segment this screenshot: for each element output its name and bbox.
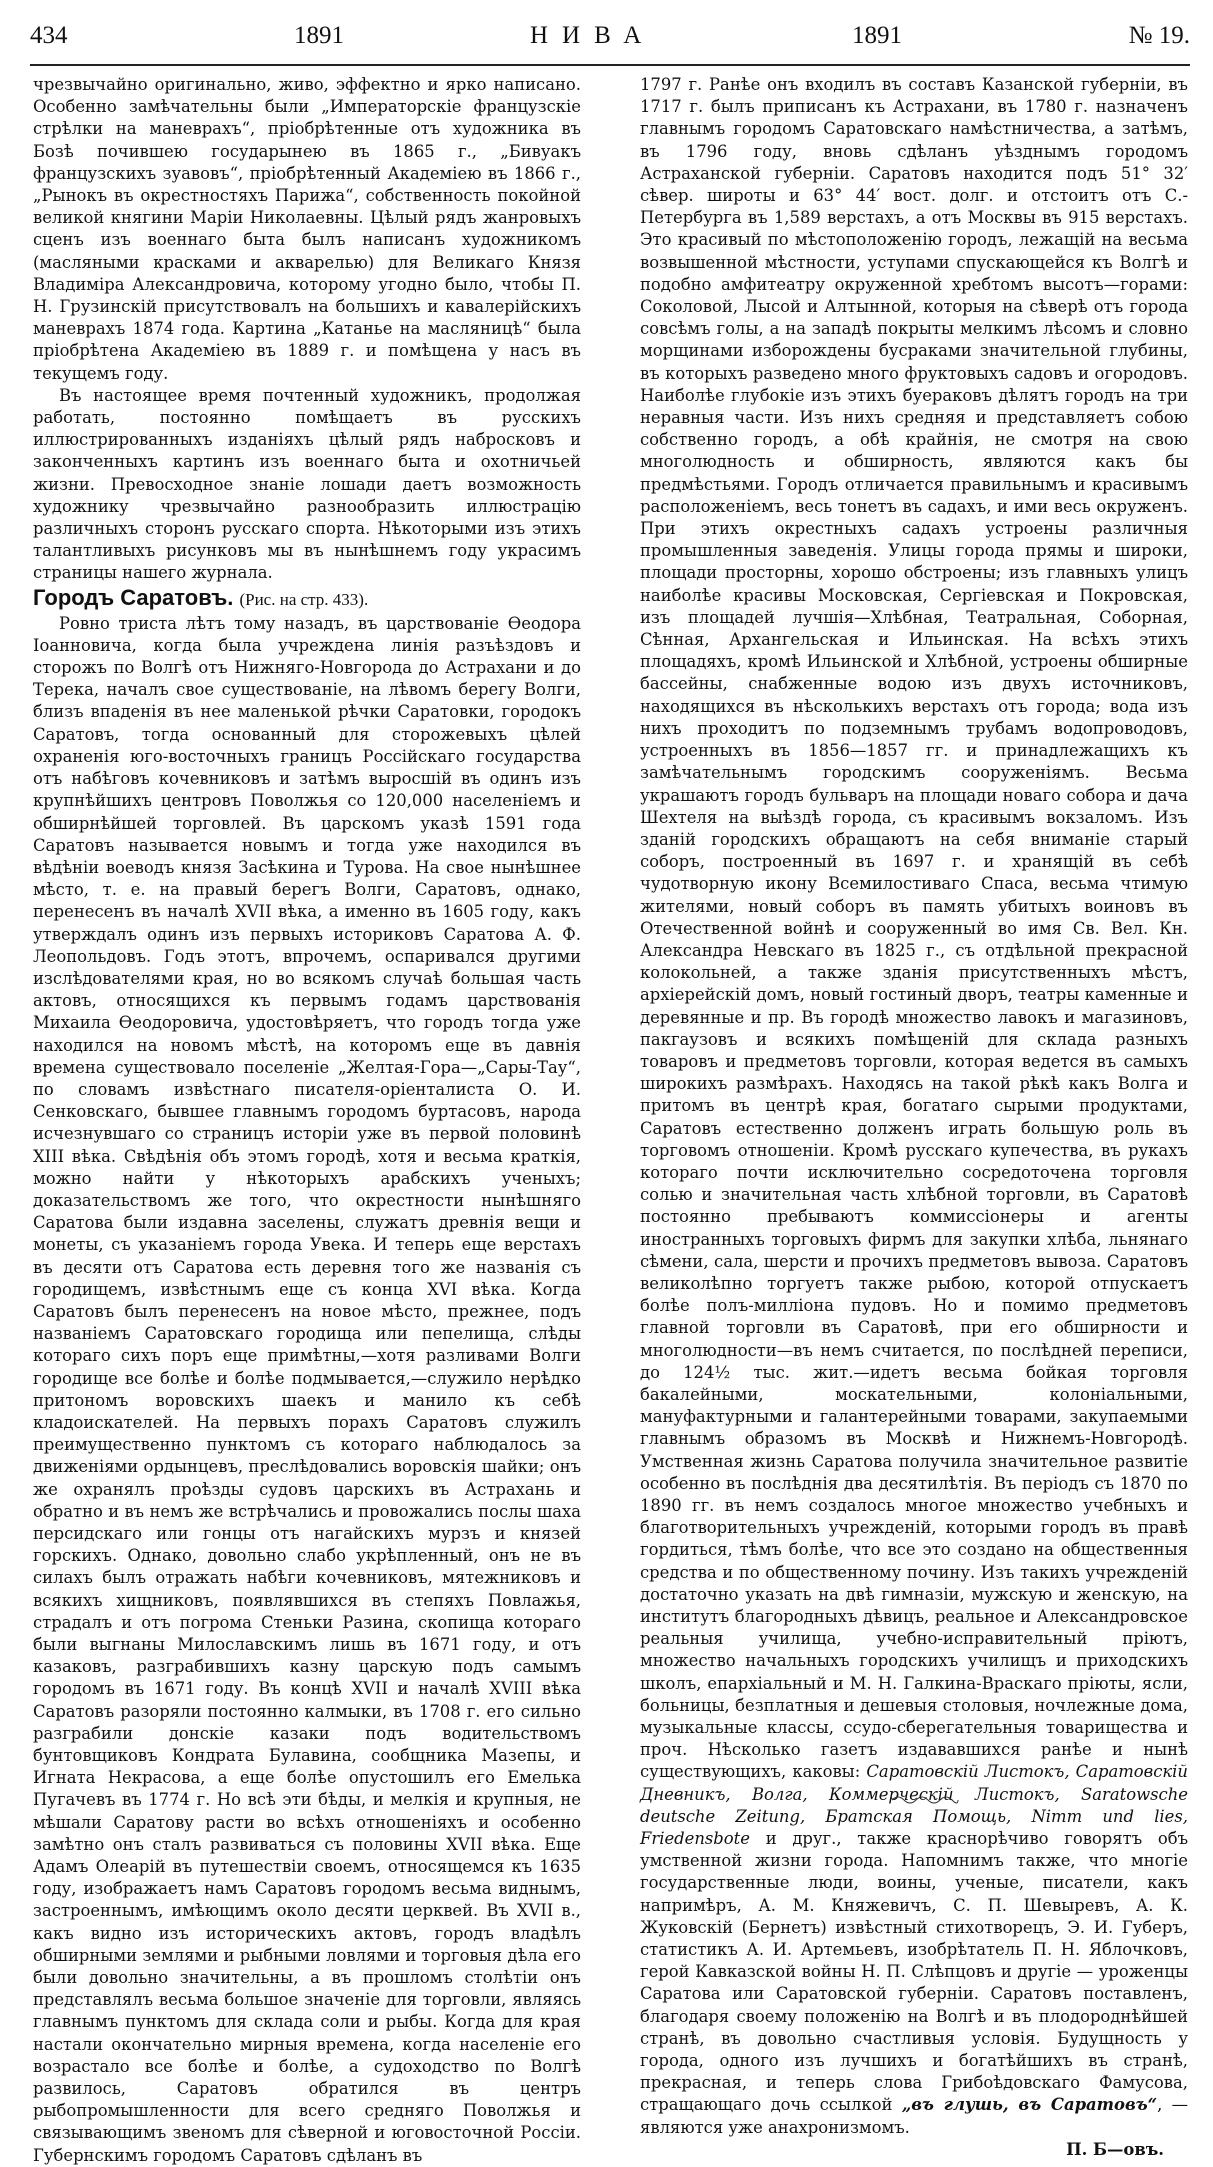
left-column [33, 74, 581, 2165]
paragraph-continued: и друг., также краснорѣчиво говорятъ объ умственной жизни города. Напомнимъ также, что многіе государственные люди, воины, ученые, писатели, какъ напримѣръ, А. М. Княжевичъ, С. П. Шевыревъ, А. К. Жуковскій (Бернетъ) извѣстный стихотворецъ, Э. И. Губеръ, статистикъ А. И. Артемьевъ, изобрѣтатель П. Н. Яблочковъ, герой Кавказской войны Н. П. Слѣпцовъ и другіе — уроженцы Саратова или Саратовской губерніи. Саратовъ поставленъ, благодаря своему положенію на Волгѣ и въ плодороднѣйшей странѣ, въ довольно счастливыя условія. Будущность у города, одного изъ лучшихъ и богатѣйшихъ въ странѣ, прекрасная, и теперь слова Грибоѣдовскаго Фамусова, стращающаго дочь ссылкой [640, 1829, 1188, 2115]
paragraph: чрезвычайно оригинально, живо, эффектно и ярко написано. Особенно замѣчательны были „Императорскіе французскіе стрѣлки на маневрахъ“, пріобрѣтенные отъ художника въ Бозѣ почившею государынею въ 1865 г., „Бивуакъ французскихъ зуавовъ“, пріобрѣтенный Академіею въ 1866 г., „Рынокъ въ окрестностяхъ Парижа“, собственность покойной великой княгини Маріи Николаевны. Цѣлый рядъ жанровыхъ сценъ изъ военнаго быта былъ написанъ художникомъ (масляными красками и акварелью) для Великаго Князя Владиміра Александровича, которому угодно было, чтобы П. Н. Грузинскій присутствовалъ на большихъ и кавалерійскихъ маневрахъ 1874 года. Картина „Катанье на масляницѣ“ была пріобрѣтена Академіею въ 1889 г. и помѣщена у насъ въ текущемъ году. [33, 75, 581, 383]
newspaper-page [30, 14, 1190, 2165]
article-title [33, 585, 581, 613]
author-signature: П. Б—овъ. [1066, 2139, 1164, 2159]
page-header [30, 22, 1190, 62]
ornament-divider [890, 1794, 960, 1806]
article-picture-ref: (Рис. на стр. 433). [239, 589, 369, 609]
header-year-left: 1891 [294, 22, 344, 49]
paragraph-end: , — являются уже анахронизмомъ. [640, 2095, 1188, 2137]
journal-title: НИВА [530, 22, 656, 49]
newspaper-names: Саратовскій Листокъ, Саратовскій Дневникъ, Волга, Коммерческій Листокъ, Saratowsche deutsche Zeitung, Братская Помощь, Nimm und lies, Friedensbote [640, 1762, 1188, 1849]
right-column [640, 74, 1188, 2159]
paragraph: Въ настоящее время почтенный художникъ, продолжая работать, постоянно помѣщаетъ въ русскихъ иллюстрированныхъ изданіяхъ цѣлый рядъ набросковъ и законченныхъ картинъ изъ военнаго быта и охотничьей жизни. Превосходное знаніе лошади даетъ возможность художнику чрезвычайно разнообразить иллюстрацію различныхъ сторонъ русскаго спорта. Нѣкоторыми изъ этихъ талантливыхъ рисунковъ мы въ нынѣшнемъ году украсимъ страницы нашего журнала. [33, 385, 581, 583]
issue-number: № 19. [1128, 22, 1190, 49]
header-rule [30, 64, 1190, 66]
page-number: 434 [30, 22, 68, 49]
griboedov-quote: „въ глушь, въ Саратовъ“ [901, 2095, 1158, 2115]
header-year-right: 1891 [852, 22, 902, 49]
paragraph: 1797 г. Ранѣе онъ входилъ въ составъ Казанской губерніи, въ 1717 г. былъ приписанъ къ Астрахани, въ 1780 г. назначенъ главнымъ городомъ Саратовскаго намѣстничества, а затѣмъ, въ 1796 году, вновь сдѣланъ уѣзднымъ городомъ Астраханской губерніи. Саратовъ находится подъ 51° 32′ сѣвер. широты и 63° 44′ вост. долг. и отстоитъ отъ С.-Петербурга въ 1,589 верстахъ, а отъ Москвы въ 915 верстахъ. Это красивый по мѣстоположенію городъ, лежащій на весьма возвышенной мѣстности, уступами спускающейся къ Волгѣ и подобно амфитеатру окруженной хребтомъ высотъ—горами: Соколовой, Лысой и Алтынной, которыя на сѣверѣ отъ города совсѣмъ голы, а на западѣ покрыты мелкимъ лѣсомъ и словно морщинами изборождены бусраками значительной глубины, въ которыхъ разведено много фруктовыхъ садовъ и огородовъ. Наиболѣе глубокіе изъ этихъ буераковъ дѣлятъ городъ на три неравныя части. Изъ нихъ средняя и представляетъ собою собственно городъ, а обѣ крайнія, не смотря на свою многолюдность и обширность, являются какъ бы предмѣстьями. Городъ отличается правильнымъ и красивымъ расположеніемъ, весь тонетъ въ садахъ, и ими весь окруженъ. При этихъ окрестныхъ садахъ устроены различныя промышленныя заведенія. Улицы города прямы и широки, площади просторны, хорошо обстроены; изъ главныхъ улицъ наиболѣе красивы Московская, Сергіевская и Покровская, изъ площадей лучшія—Хлѣбная, Театральная, Соборная, Сѣнная, Архангельская и Ильинская. На всѣхъ этихъ площадяхъ, кромѣ Ильинской и Хлѣбной, устроены обширные бассейны, снабженные водою изъ двухъ источниковъ, находящихся въ нѣсколькихъ верстахъ отъ города; вода изъ нихъ проходитъ по подземнымъ трубамъ водопроводовъ, устроенныхъ въ 1856—1857 гг. и принадлежащихъ къ замѣчательнымъ городскимъ сооруженіямъ. Весьма украшаютъ городъ бульваръ на площади новаго собора и дача Шехтеля на выѣздѣ города, съ красивымъ вокзаломъ. Изъ зданій городскихъ обращаютъ на себя вниманіе старый соборъ, построенный въ 1697 г. и хранящій въ себѣ чудотворную икону Всемилостиваго Спаса, весьма чтимую жителями, новый соборъ въ память убитыхъ воиновъ въ Отечественной войнѣ и сооруженный во имя Св. Вел. Кн. Александра Невскаго въ 1825 г., съ отдѣльной прекрасной колокольней, а также зданія присутственныхъ мѣстъ, архіерейскій домъ, новый гостиный дворъ, театры каменные и деревянные и пр. Въ городѣ множество лавокъ и магазиновъ, пакгаузовъ и всякихъ помѣщеній для склада разныхъ товаровъ и предметовъ торговли, которая ведется въ самыхъ широкихъ размѣрахъ. Находясь на такой рѣкѣ какъ Волга и притомъ въ центрѣ края, богатаго сырыми продуктами, Саратовъ естественно долженъ играть большую роль въ торговомъ отношеніи. Кромѣ русскаго купечества, въ рукахъ котораго почти исключительно сосредоточена торговля солью и значительная часть хлѣбной торговли, въ Саратовѣ постоянно пребываютъ коммиссіонеры и агенты иностранныхъ торговыхъ фирмъ для закупки хлѣба, льнянаго сѣмени, сала, шерсти и прочихъ предметовъ вывоза. Саратовъ великолѣпно торгуетъ также рыбою, которой отпускаетъ болѣе полъ-милліона пудовъ. Но и помимо предметовъ главной торговли въ Саратовѣ, при его обширности и многолюдности—въ немъ считается, по послѣдней переписи, до 124½ тыс. жит.—идетъ весьма бойкая торговля бакалейными, москательными, колоніальными, мануфактурными и галантерейными товарами, закупаемыми главнымъ образомъ въ Москвѣ и Нижнемъ-Новгородѣ. Умственная жизнь Саратова получила значительное развитіе особенно въ послѣднія два десятилѣтія. Въ періодъ съ 1870 по 1890 гг. въ немъ создалось многое множество учебныхъ и благотворительныхъ учрежденій, которыми городъ въ правѣ гордиться, тѣмъ болѣе, что все это создано на общественныя средства и по общественному почину. Изъ такихъ учрежденій достаточно указать на двѣ гимназіи, мужскую и женскую, на институтъ благородныхъ дѣвицъ, реальное и Александровское реальныя училища, учебно-исправительный пріютъ, множество начальныхъ городскихъ училищъ и приходскихъ школъ, епархіальный и М. Н. Галкина-Враскаго пріюты, ясли, больницы, безплатныя и дешевыя столовыя, ночлежные дома, музыкальные классы, ссудо-сберегательныя товарищества и проч. Нѣсколько газетъ издававшихся ранѣе и нынѣ существующихъ, каковы: [640, 75, 1188, 1782]
article-title-text: Городъ Саратовъ. [33, 584, 234, 610]
paragraph: Ровно триста лѣтъ тому назадъ, въ царствованіе Өеодора Іоанновича, когда была учреждена линія разъѣздовъ и сторожъ по Волгѣ отъ Нижняго-Новгорода до Астрахани и до Терека, началъ свое существованіе, на лѣвомъ берегу Волги, близъ впаденія въ нее маленькой рѣчки Саратовки, городокъ Саратовъ, тогда основанный для сторожевыхъ цѣлей охраненія юго-восточныхъ границъ Россійскаго государства отъ набѣговъ кочевниковъ и затѣмъ выросшій въ одинъ изъ крупнѣйшихъ центровъ Поволжья со 120,000 населеніемъ и обширнѣйшей торговлей. Въ царскомъ указѣ 1591 года Саратовъ называется новымъ и тогда уже находился въ вѣдѣніи воеводъ князя Засѣкина и Турова. На свое нынѣшнее мѣсто, т. е. на правый берегъ Волги, Саратовъ, однако, перенесенъ въ началѣ XVII вѣка, а именно въ 1605 году, какъ утверждалъ одинъ изъ первыхъ историковъ Саратова А. Ф. Леопольдовъ. Годъ этотъ, впрочемъ, оспаривался другими изслѣдователями края, но во всякомъ случаѣ большая часть актовъ, относящихся къ первымъ годамъ царствованія Михаила Өеодоровича, удостовѣряетъ, что городъ тогда уже находился на новомъ мѣстѣ, на которомъ еще въ давнія времена существовало поселеніе „Желтая-Гора—„Сары-Тау“, по словамъ извѣстнаго писателя-оріенталиста О. И. Сенковскаго, бывшее главнымъ городомъ буртасовъ, народа исчезнувшаго со страницъ исторіи уже въ первой половинѣ XIII вѣка. Свѣдѣнія объ этомъ городѣ, хотя и весьма краткія, можно найти у нѣкоторыхъ арабскихъ ученыхъ; доказательствомъ же того, что окрестности нынѣшняго Саратова были издавна заселены, служатъ древнія вещи и монеты, съ указаніемъ города Увека. И теперь еще верстахъ въ десяти отъ Саратова есть деревня того же названія съ городищемъ, извѣстнымъ еще съ конца XVI вѣка. Когда Саратовъ былъ перенесенъ на новое мѣсто, прежнее, подъ названіемъ Саратовскаго городища или пепелища, слѣды котораго сихъ поръ еще примѣтны,—хотя разливами Волги городище все болѣе и болѣе подмывается,—служило нерѣдко притономъ воровскихъ шаекъ и манило къ себѣ кладоискателей. На первыхъ порахъ Саратовъ служилъ преимущественно пунктомъ съ котораго наблюдалось за движеніями ордынцевъ, преслѣдовались воровскія шайки; онъ же охранялъ проѣзды судовъ царскихъ въ Астрахань и обратно и въ немъ же встрѣчались и провожались послы шаха персидскаго или гонцы отъ нагайскихъ мурзъ и князей горскихъ. Однако, довольно слабо укрѣпленный, онъ не въ силахъ былъ отражать набѣги кочевниковъ, мятежниковъ и всякихъ хищниковъ, появлявшихся въ степяхъ Повлажья, страдалъ и отъ погрома Стеньки Разина, скопища котораго были выгнаны Милославскимъ лишь въ 1671 году, и отъ казаковъ, разграбившихъ казну царскую подъ самымъ городомъ въ 1671 году. Въ концѣ XVII и началѣ XVIII вѣка Саратовъ разоряли постоянно калмыки, въ 1708 г. его сильно разграбили донскіе казаки подъ водительствомъ бунтовщиковъ Кондрата Булавина, сообщника Мазепы, и Игната Некрасова, а еще болѣе опустошилъ его Емелька Пугачевъ въ 1774 г. Но всѣ эти бѣды, и мелкія и крупныя, не мѣшали Саратову расти во всѣхъ отношеніяхъ и особенно замѣтно онъ сталъ развиваться съ половины XVII вѣка. Еще Адамъ Олеарій въ путешествіи своемъ, относящемся къ 1635 году, изображаетъ намъ Саратовъ городомъ весьма виднымъ, застроеннымъ, имѣющимъ около десяти церквей. Въ XVII в., какъ видно изъ историческихъ актовъ, городъ владѣлъ обширными землями и рыбными ловлями и торговыя дѣла его были довольно значительны, а въ прошломъ столѣтіи онъ представлялъ весьма большое значеніе для торговли, являясь главнымъ пунктомъ для склада соли и рыбы. Когда для края настали окончательно мирныя времена, когда населеніе его возрастало все болѣе и болѣе, а судоходство по Волгѣ развилось, Саратовъ обратился въ центръ рыбопромышленности для всего средняго Поволжья и связывающимъ звеномъ для сѣверной и юговосточной Россіи. Губернскимъ городомъ Саратовъ сдѣланъ въ [33, 613, 581, 2165]
